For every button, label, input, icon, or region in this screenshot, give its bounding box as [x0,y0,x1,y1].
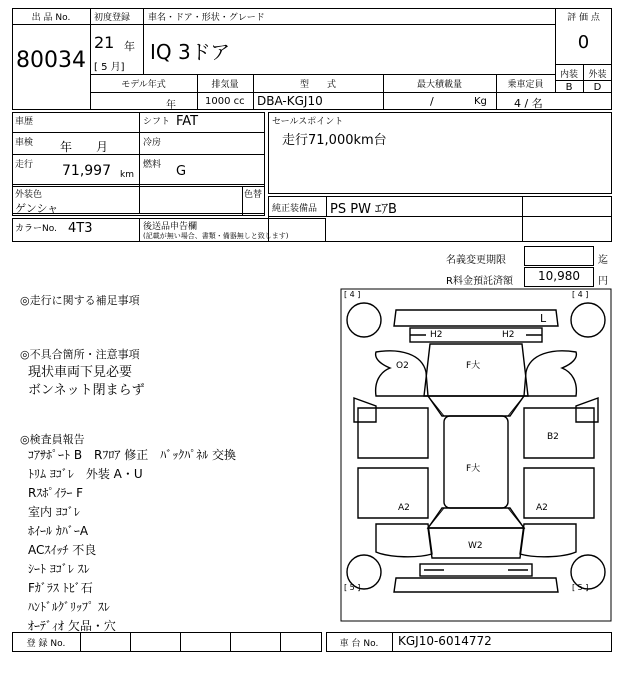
displacement-label: 排気量 [211,80,239,90]
equipment-value: PS PW ｴｱB [330,202,397,217]
ext-color-value: ゲンシャ [15,202,59,215]
inspector-line: ｺｱｻﾎﾟｰﾄ B Rﾌﾛｱ 修正 ﾊﾞｯｸﾊﾟﾈﾙ 交換 [28,448,237,462]
max-load-unit: Kg [474,96,487,107]
shift-value: FAT [176,114,199,129]
max-load-label: 最大積載量 [416,80,462,90]
type-value: DBA-KGJ10 [257,94,323,108]
mark-f-roof: F大 [466,464,481,474]
inspector-line: Rｽﾎﾟｲﾗｰ F [28,486,84,500]
grade-value: 0 [577,32,590,53]
color-no-label: カラーNo. [15,224,57,234]
mark-w2: W2 [468,541,483,551]
mark-l: L [540,312,547,325]
first-reg-label: 初度登録 [94,13,131,23]
shift-label: シフト [143,117,171,127]
chassis-value: KGJ10-6014772 [398,634,492,648]
inspector-line: ﾊﾝﾄﾞﾙｸﾞﾘｯﾌﾟ ｽﾚ [28,600,110,614]
corner-bl-label: [ 5 ] [344,583,361,592]
sales-point-value: 走行71,000km台 [282,133,387,148]
defect-line: 現状車両下見必要 [28,365,133,380]
aftermarket-note: (記載が無い場合、書類・備器無しと致します) [143,232,289,240]
model-year-unit: 年 [166,100,176,111]
lot-label: 出 品 No. [31,13,71,23]
name-change-box [524,246,594,266]
grade-label: 評 価 点 [567,13,600,23]
car-damage-diagram [340,288,612,622]
mark-a2-left: A2 [398,503,410,513]
history-label: 車歴 [15,117,34,127]
exterior-grade: D [593,82,602,93]
corner-br-label: [ 5 ] [572,583,589,592]
exterior-label: 外装 [588,70,607,80]
max-load-value: / [430,95,434,108]
aftermarket-label: 後送品申告欄 [143,222,198,232]
lot-number: 80034 [16,48,86,73]
inspector-line: ﾄﾘﾑ ﾖｺﾞﾚ 外装 A・U [28,467,143,481]
first-reg-month: [ 5 月] [94,62,125,73]
mark-h2-left: H2 [430,330,443,340]
inspection-label: 車検 [15,138,34,148]
corner-tr-label: [ 4 ] [572,290,589,299]
inspector-title: ◎検査員報告 [20,433,85,446]
mark-f-hood: F大 [466,361,481,371]
interior-label: 内装 [559,70,578,80]
defect-line: ボンネット閉まらず [28,383,145,398]
reg-no-label: 登 録 No. [26,639,66,649]
corner-tl-label: [ 4 ] [344,290,361,299]
mark-o2: O2 [396,361,409,371]
equipment-label: 純正装備品 [272,204,318,214]
driving-notes-title: ◎走行に関する補足事項 [20,294,140,307]
inspector-line: ﾎｲｰﾙ ｶﾊﾞｰA [28,524,89,538]
mileage-label: 走行 [15,160,34,170]
inspector-line: Fｶﾞﾗｽ ﾄﾋﾞ石 [28,581,93,595]
displacement-value: 1000 cc [205,96,245,107]
inspection-value: 年 月 [60,140,109,154]
recycle-unit: 円 [598,276,608,287]
inspector-line: ｼｰﾄ ﾖｺﾞﾚ ｽﾚ [28,562,90,576]
defects-title: ◎不具合箇所・注意事項 [20,348,140,361]
capacity-value: 4 / 名 [514,97,543,110]
mileage-value: 71,997 [62,163,111,179]
capacity-label: 乗車定員 [507,80,544,90]
mark-h2-right: H2 [502,330,515,340]
inspector-line: 室内 ﾖｺﾞﾚ [28,505,80,519]
mileage-unit: km [120,170,134,180]
inspector-line: ｵｰﾃﾞｨｵ 欠品・穴 [28,619,116,633]
name-change-label: 名義変更期限 [446,255,506,266]
color-change-label: 色替 [244,190,263,200]
fuel-value: G [176,164,187,179]
sales-point-label: セールスポイント [272,117,344,127]
mark-a2-right: A2 [536,503,548,513]
car-name-label: 車名・ドア・形状・グレード [148,13,265,23]
ext-color-label: 外装色 [15,190,43,200]
model-year-label: モデル年式 [121,80,166,90]
name-change-unit: 迄 [598,255,608,266]
first-reg-year: 21 [94,33,115,52]
fuel-label: 燃料 [143,160,162,170]
ac-label: 冷房 [143,138,162,148]
mark-b2: B2 [547,432,559,442]
type-label: 型 式 [299,80,336,90]
chassis-label: 車 台 No. [339,639,379,649]
recycle-label: R料金預託済額 [446,276,513,287]
recycle-value: 10,980 [538,269,580,283]
car-name: IQ 3ドア [150,40,231,64]
year-unit: 年 [124,40,135,53]
color-no-value: 4T3 [68,221,93,236]
inspector-line: ACｽｲｯﾁ 不良 [28,543,97,557]
interior-grade: B [565,82,573,93]
